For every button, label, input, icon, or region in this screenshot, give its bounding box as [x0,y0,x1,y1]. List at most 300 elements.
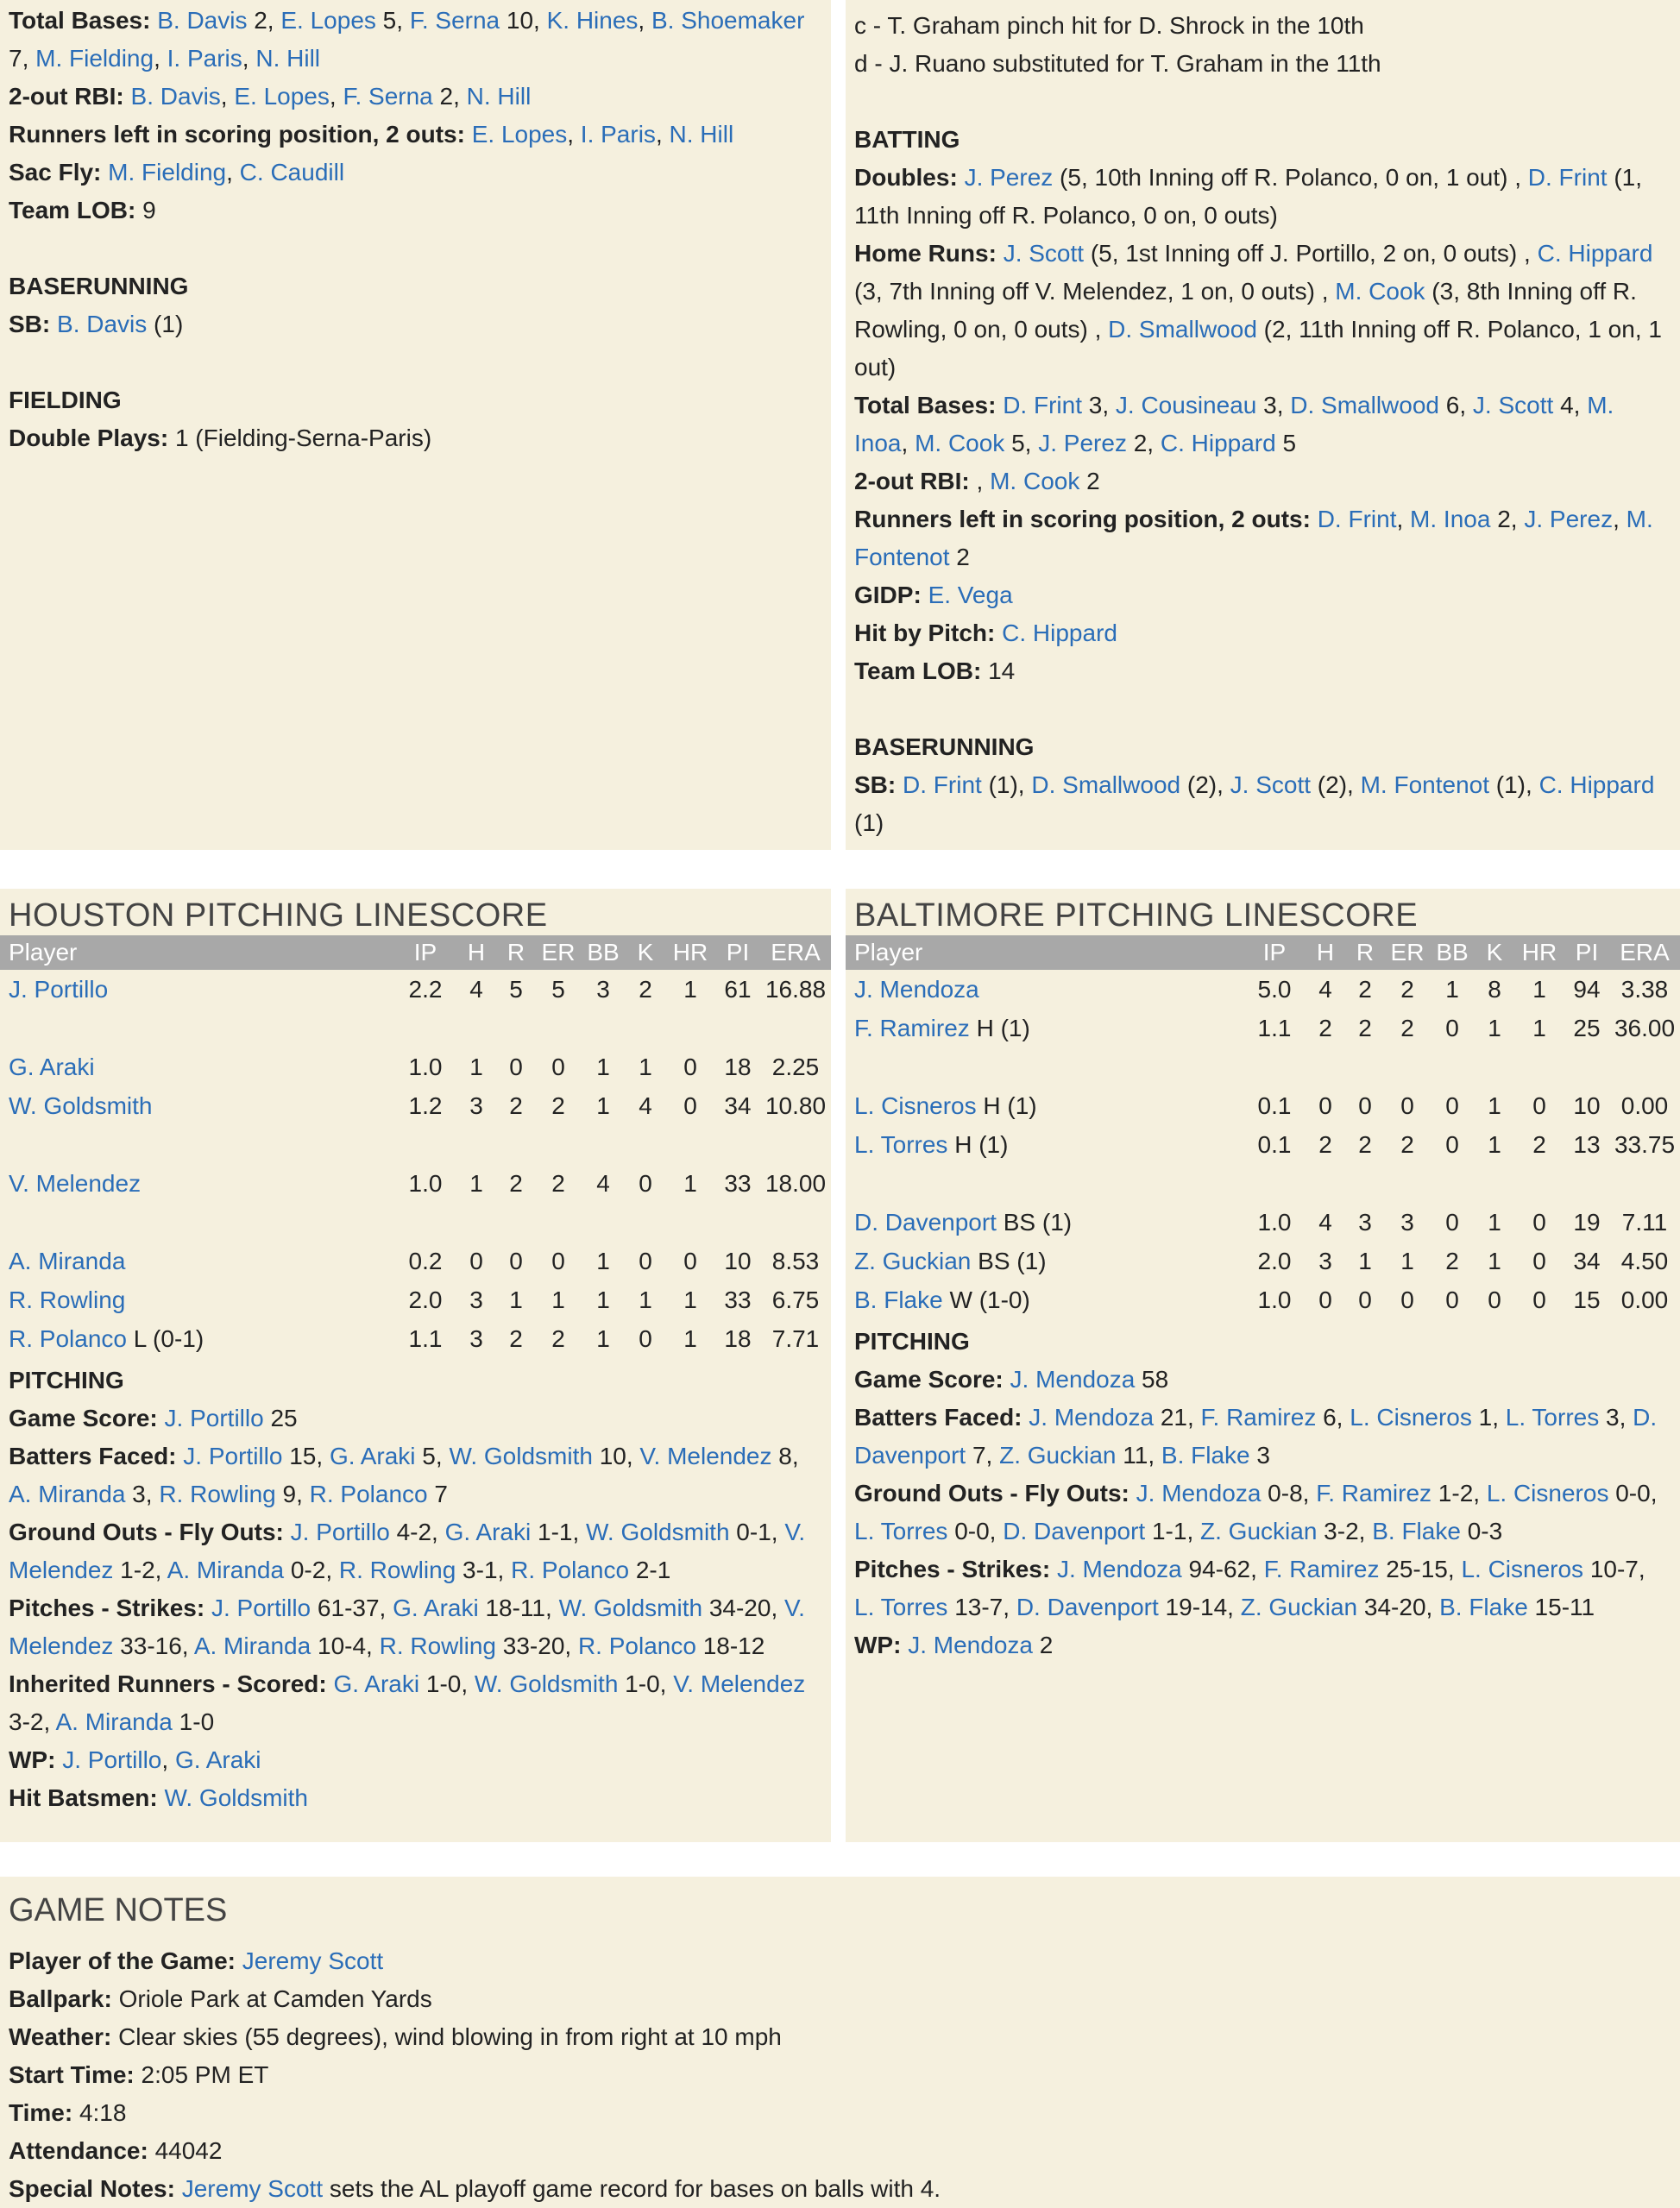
stat-value: 19-14, [1158,1594,1241,1620]
stat-label: Game Score: [9,1405,158,1431]
stat-cell: 1.1 [1257,1014,1292,1041]
player-link[interactable]: K. Hines [546,7,639,34]
stat-cell: 3 [469,1286,483,1313]
player-link[interactable]: E. Lopes [280,7,376,34]
table-row [0,970,831,1009]
player-link[interactable]: B. Davis [130,83,221,110]
player-link[interactable]: C. Hippard [1538,771,1655,798]
player-link[interactable]: L. Torres [854,1130,948,1158]
stat-value: Oriole Park at Camden Yards [118,1985,432,2012]
stat-value: (2), [1180,771,1230,798]
stat-value: 10-4, [311,1632,380,1659]
player-link[interactable]: G. Araki [393,1595,479,1621]
stat-value: 2, [1490,506,1525,532]
stat-line [9,1779,822,1817]
stat-cell: 34 [724,1091,752,1119]
player-link[interactable]: J. Perez [1038,430,1127,456]
player-link[interactable]: M. Cook [915,430,1005,456]
baltimore-pitching-notes [846,1319,1680,1664]
stat-label: SB: [854,771,897,798]
decision: BS (1) [971,1247,1047,1274]
sb-count: (1) [154,311,184,337]
stat-cell: 0 [1445,1014,1459,1041]
table-row [846,1203,1680,1242]
player-link[interactable]: A. Miranda [193,1632,311,1659]
stat-cell: 3 [596,975,610,1003]
player-link[interactable]: L. Torres [854,1594,948,1620]
player-link[interactable]: B. Flake [854,1286,943,1313]
player-link[interactable]: F. Serna [409,7,500,34]
stat-value: 14 [988,657,1016,684]
player-link[interactable]: M. Inoa [1410,506,1491,532]
stat-value: 11, [1116,1442,1161,1469]
houston-pitching-notes [0,1358,831,1817]
table-row [846,1125,1680,1164]
player-link[interactable]: W. Goldsmith [9,1091,153,1119]
player-link[interactable]: L. Torres [854,1518,948,1544]
player-link[interactable]: L. Cisneros [1350,1404,1472,1431]
stat-label: Hit Batsmen: [9,1784,158,1811]
player-link[interactable]: D. Frint [1527,164,1608,191]
spacer-row [0,1009,831,1047]
stat-value: 10, [500,7,547,34]
player-link[interactable]: Z. Guckian [999,1442,1117,1469]
player-link[interactable]: D. Frint [903,771,982,798]
stat-cell: 2 [639,975,652,1003]
player-link[interactable]: M. Fielding [35,45,154,72]
stat-value: 4:18 [79,2099,127,2126]
stat-cell: 0 [1532,1247,1546,1274]
stat-label: Ground Outs - Fly Outs: [854,1480,1129,1507]
stat-value: 34-20, [1357,1594,1440,1620]
player-link[interactable]: Jeremy Scott [181,2175,324,2202]
player-link[interactable]: B. Flake [1372,1518,1461,1544]
player-link[interactable]: D. Smallwood [1031,771,1181,798]
stat-value: 1-0 [172,1708,215,1735]
stat-cell: 1 [1488,1247,1501,1274]
stat-value: 0-0, [947,1518,1004,1544]
stat-value: 2, [1126,430,1161,456]
player-link[interactable]: D. Frint [1317,506,1397,532]
stat-value: 5, [375,7,410,34]
stat-cell: 1 [1488,1130,1501,1158]
stat-label: Sac Fly: [9,159,102,186]
player-link[interactable]: J. Portillo [211,1595,311,1621]
stat-cell: 0 [1532,1208,1546,1236]
player-link[interactable]: I. Paris [167,45,242,72]
player-link[interactable]: L. Cisneros [1461,1556,1584,1582]
stat-value: 9 [142,197,156,223]
table-row [0,1242,831,1280]
stat-cell: 0 [639,1247,652,1274]
stat-cell: 0 [509,1247,523,1274]
stat-value: 2, [247,7,281,34]
stat-cell: 1 [639,1053,652,1080]
stat-value: 1-1, [1145,1518,1201,1544]
stat-value: , [567,121,581,148]
stat-cell: 2 [551,1091,565,1119]
player-link[interactable]: D. Davenport [1016,1594,1159,1620]
column-header: H [456,935,496,970]
stat-label: Batters Faced: [9,1443,177,1469]
stat-value: 13-7, [947,1594,1016,1620]
player-link[interactable]: D. Davenport [854,1404,1658,1469]
stat-value: 25 [263,1405,298,1431]
stat-cell: 0 [1318,1091,1332,1119]
player-link[interactable]: D. Frint [1003,392,1082,418]
player-link[interactable]: M. Cook [990,468,1080,494]
stat-cell: 0 [551,1053,565,1080]
player-link[interactable]: F. Ramirez [854,1014,970,1041]
player-link[interactable]: R. Polanco [577,1632,696,1659]
stat-cell: 10 [1573,1091,1601,1119]
stat-cell: 5 [509,975,523,1003]
player-link[interactable]: Z. Guckian [1200,1518,1318,1544]
player-link[interactable]: G. Araki [444,1519,532,1545]
sub-note: d - J. Ruano substituted for T. Graham in the 11th [854,50,1381,77]
player-link[interactable]: B. Flake [1439,1594,1528,1620]
player-link[interactable]: R. Rowling [338,1557,456,1583]
player-link[interactable]: C. Hippard [1160,430,1276,456]
stat-label: Game Score: [854,1366,1004,1393]
stat-value: (3, 7th Inning off V. Melendez, 1 on, 0 outs) , [854,278,1336,305]
stat-cell: 0.1 [1257,1091,1292,1119]
stat-cell: 2 [1358,1130,1372,1158]
stat-value: , [638,7,651,34]
table-row [0,1047,831,1086]
player-link[interactable]: J. Mendoza [1010,1366,1136,1393]
baltimore-baserunning-header: BASERUNNING [854,733,1035,760]
houston-pitching-title: HOUSTON PITCHING LINESCORE [9,897,548,934]
pitcher-cell [846,970,1243,1009]
decision: H (1) [976,1091,1037,1119]
player-link[interactable]: E. Lopes [234,83,330,110]
decision: H (1) [969,1014,1030,1041]
player-link[interactable]: J. Scott [1003,240,1085,267]
stat-cell: 0 [1358,1091,1372,1119]
stat-cell: 0 [1445,1091,1459,1119]
stat-cell: 0 [509,1053,523,1080]
stat-line [9,2094,1671,2132]
player-link[interactable]: R. Rowling [379,1632,496,1659]
stat-cell: 2 [1400,1130,1414,1158]
player-link[interactable]: F. Serna [343,83,433,110]
stat-cell: 2 [509,1324,523,1352]
stat-cell: 0.00 [1620,1286,1669,1313]
stat-cell: 0 [683,1247,697,1274]
stat-line [854,1399,1671,1475]
player-link[interactable]: M. Cook [1335,278,1425,305]
player-link[interactable]: G. Araki [329,1443,416,1469]
pitcher-cell [0,1280,394,1319]
stat-value: 8, [771,1443,799,1469]
stat-cell: 0 [469,1247,483,1274]
player-link[interactable]: J. Mendoza [1029,1404,1155,1431]
stat-value: (1), [981,771,1032,798]
stat-cell: 1.2 [408,1091,443,1119]
player-link[interactable]: R. Rowling [159,1481,276,1507]
stat-cell: 1 [1488,1014,1501,1041]
player-link[interactable]: J. Perez [964,164,1054,191]
decision: L (0-1) [126,1324,204,1352]
stat-label: Total Bases: [9,7,151,34]
player-link[interactable]: L. Cisneros [1486,1480,1609,1507]
stat-cell: 4 [1318,1208,1332,1236]
player-link[interactable]: J. Cousineau [1115,392,1257,418]
player-link[interactable]: C. Caudill [239,159,345,186]
player-link[interactable]: E. Vega [928,582,1013,608]
player-link[interactable]: A. Miranda [9,1247,126,1274]
player-link[interactable]: W. Goldsmith [164,1784,308,1811]
stat-label: Doubles: [854,164,958,191]
player-link[interactable]: N. Hill [669,121,734,148]
stat-value: 34-20, [702,1595,784,1621]
stat-value: 3-1, [456,1557,512,1583]
stat-cell: 3 [469,1324,483,1352]
stat-cell: 10.80 [764,1091,827,1119]
player-link[interactable]: Z. Guckian [1240,1594,1358,1620]
stat-line [9,1942,1671,1980]
stat-label: GIDP: [854,582,922,608]
stat-value: 7 [427,1481,448,1507]
player-link[interactable]: V. Melendez [9,1169,142,1197]
player-link[interactable]: J. Portillo [9,975,109,1003]
player-link[interactable]: L. Torres [1505,1404,1600,1431]
stat-cell: 2 [509,1091,523,1119]
stat-cell: 34 [1573,1247,1601,1274]
decision: H (1) [947,1130,1009,1158]
player-link[interactable]: R. Rowling [9,1286,126,1313]
player-link[interactable]: W. Goldsmith [474,1670,619,1697]
baltimore-batting-header: BATTING [854,126,960,153]
player-link[interactable]: J. Scott [1472,392,1554,418]
stat-value: 0-1, [729,1519,785,1545]
stat-line [9,2,822,78]
stat-cell: 1.0 [408,1169,443,1197]
game-notes-panel [0,1877,1680,2208]
stat-value: 3, [1256,392,1291,418]
stat-value: 5, [1004,430,1039,456]
player-link[interactable]: V. Melendez [9,1519,806,1583]
player-link[interactable]: N. Hill [255,45,321,72]
player-link[interactable]: F. Ramirez [1200,1404,1317,1431]
player-link[interactable]: Jeremy Scott [242,1947,384,1974]
player-link[interactable]: J. Portillo [62,1746,162,1773]
player-link[interactable]: D. Smallwood [1290,392,1439,418]
player-link[interactable]: R. Polanco [511,1557,630,1583]
player-link[interactable]: G. Araki [9,1053,95,1080]
player-link[interactable]: D. Smallwood [1108,316,1257,343]
stat-cell: 13 [1573,1130,1601,1158]
pitcher-cell [0,1047,394,1086]
stat-line [854,387,1671,462]
player-link[interactable]: G. Araki [174,1746,261,1773]
column-header: IP [394,935,456,970]
stat-cell: 2 [509,1169,523,1197]
player-link[interactable]: I. Paris [580,121,656,148]
player-link[interactable]: B. Davis [157,7,248,34]
player-link[interactable]: W. Goldsmith [558,1595,703,1621]
player-link[interactable]: D. Davenport [1003,1518,1146,1544]
stat-cell: 1 [469,1169,483,1197]
player-link[interactable]: C. Hippard [1537,240,1653,267]
houston-baserunning-header: BASERUNNING [9,273,189,299]
stat-cell: 1 [683,975,697,1003]
stat-value: 33-20, [496,1632,578,1659]
stat-cell: 1 [469,1053,483,1080]
pitcher-cell [0,1086,394,1125]
table-row [846,1280,1680,1319]
player-link[interactable]: A. Miranda [55,1708,173,1735]
player-link[interactable]: R. Polanco [9,1324,127,1352]
stat-cell: 1 [683,1286,697,1313]
player-link[interactable]: M. Inoa [854,392,1614,456]
stat-line [9,2132,1671,2170]
stat-value: 15-11 [1527,1594,1595,1620]
sub-note: c - T. Graham pinch hit for D. Shrock in the 10th [854,12,1364,39]
stat-value: 10-7, [1583,1556,1645,1582]
stat-line [9,116,822,154]
stat-cell: 1 [639,1286,652,1313]
player-link[interactable]: G. Araki [333,1670,420,1697]
stat-label: Special Notes: [9,2175,175,2202]
stat-value: 15, [282,1443,330,1469]
pitcher-cell [846,1086,1243,1125]
column-header: ERA [760,935,831,970]
stat-value: 33-16, [113,1632,194,1659]
stat-cell: 18 [724,1324,752,1352]
stat-value: 1-0, [419,1670,475,1697]
player-link[interactable]: V. Melendez [9,1595,805,1659]
player-link[interactable]: W. Goldsmith [449,1443,593,1469]
column-header: K [1475,935,1514,970]
stat-line [9,1589,822,1665]
player-link[interactable]: M. Fontenot [1360,771,1489,798]
column-header: Player [0,935,394,970]
stat-cell: 2.25 [771,1053,820,1080]
spacer-row [0,1203,831,1242]
player-link[interactable]: J. Portillo [290,1519,390,1545]
stat-label: Weather: [9,2023,112,2050]
pitcher-cell [846,1203,1243,1242]
sb-label: SB: [9,311,51,337]
stat-cell: 3 [1400,1208,1414,1236]
player-link[interactable]: M. Fielding [108,159,227,186]
stat-value: , [226,159,240,186]
player-link[interactable]: F. Ramirez [1263,1556,1380,1582]
player-link[interactable]: B. Shoemaker [651,7,805,34]
player-link[interactable]: J. Mendoza [908,1632,1033,1658]
houston-batting-panel [0,0,831,850]
player-link[interactable]: R. Polanco [309,1481,428,1507]
player-link[interactable]: V. Melendez [673,1670,806,1697]
column-header: BB [581,935,626,970]
pitcher-cell [0,1164,394,1203]
stat-cell: 2.2 [408,975,443,1003]
baltimore-pitching-panel [846,889,1680,1842]
player-link[interactable]: E. Lopes [471,121,568,148]
stat-value: sets the AL playoff game record for bases on balls with 4. [323,2175,941,2202]
stat-value: 9, [275,1481,310,1507]
stat-value: 6, [1439,392,1473,418]
stat-value: 58 [1135,1366,1169,1393]
stat-cell: 1.1 [408,1324,443,1352]
houston-batting-lines [0,0,831,457]
player-link[interactable]: J. Portillo [183,1443,283,1469]
player-link[interactable]: W. Goldsmith [586,1519,730,1545]
player-link[interactable]: D. Davenport [854,1208,997,1236]
stat-cell: 0 [1400,1091,1414,1119]
player-link[interactable]: M. Fontenot [854,506,1653,570]
player-link[interactable]: Z. Guckian [854,1247,972,1274]
stat-cell: 0 [551,1247,565,1274]
player-link[interactable]: L. Cisneros [854,1091,977,1119]
stat-label: Home Runs: [854,240,997,267]
player-link[interactable]: B. Davis [57,311,148,337]
column-header: R [496,935,536,970]
player-link[interactable]: J. Mendoza [1056,1556,1182,1582]
stat-value: 5 [1275,430,1297,456]
baltimore-pitching-header: PITCHING [854,1328,970,1355]
player-link[interactable]: J. Mendoza [854,975,979,1003]
stat-cell: 33.75 [1614,1130,1676,1158]
player-link[interactable]: A. Miranda [9,1481,126,1507]
stat-label: Pitches - Strikes: [9,1595,205,1621]
dp-label: Double Plays: [9,425,169,451]
stat-value: 2 [949,544,970,570]
stat-value: 0-8, [1261,1480,1317,1507]
stat-cell: 1 [596,1324,610,1352]
stat-label: Player of the Game: [9,1947,236,1974]
stat-label: 2-out RBI: [9,83,124,110]
stat-line [9,1980,1671,2018]
player-link[interactable]: B. Flake [1161,1442,1250,1469]
player-link[interactable]: C. Hippard [1002,620,1117,646]
player-link[interactable]: J. Portillo [164,1405,264,1431]
stat-value: 2 [1032,1632,1054,1658]
stat-value: 2:05 PM ET [141,2061,269,2088]
stat-cell: 33 [724,1286,752,1313]
player-link[interactable]: F. Ramirez [1316,1480,1432,1507]
stat-cell: 0.1 [1257,1130,1292,1158]
houston-pitching-table [0,935,831,1358]
stat-cell: 16.88 [764,975,827,1003]
stat-value: 4-2, [389,1519,445,1545]
stat-cell: 2.0 [1257,1247,1292,1274]
game-notes-title: GAME NOTES [9,1892,228,1928]
player-link[interactable]: A. Miranda [167,1557,285,1583]
player-link[interactable]: J. Perez [1524,506,1614,532]
player-link[interactable]: V. Melendez [639,1443,772,1469]
stat-label: Team LOB: [854,657,982,684]
stat-label: Batters Faced: [854,1404,1022,1431]
player-link[interactable]: J. Mendoza [1136,1480,1262,1507]
column-header: ER [536,935,581,970]
stat-label: Attendance: [9,2137,148,2164]
stat-value: , [161,1746,175,1773]
stat-cell: 1 [596,1053,610,1080]
stat-label: WP: [9,1746,56,1773]
player-link[interactable]: J. Scott [1230,771,1312,798]
player-link[interactable]: N. Hill [466,83,532,110]
stat-cell: 0 [1318,1286,1332,1313]
stat-value: 18-12 [695,1632,765,1659]
stat-cell: 2 [551,1169,565,1197]
stat-cell: 94 [1573,975,1601,1003]
stat-cell: 1 [551,1286,565,1313]
stat-line [854,1475,1671,1551]
table-header-row [846,935,1680,970]
